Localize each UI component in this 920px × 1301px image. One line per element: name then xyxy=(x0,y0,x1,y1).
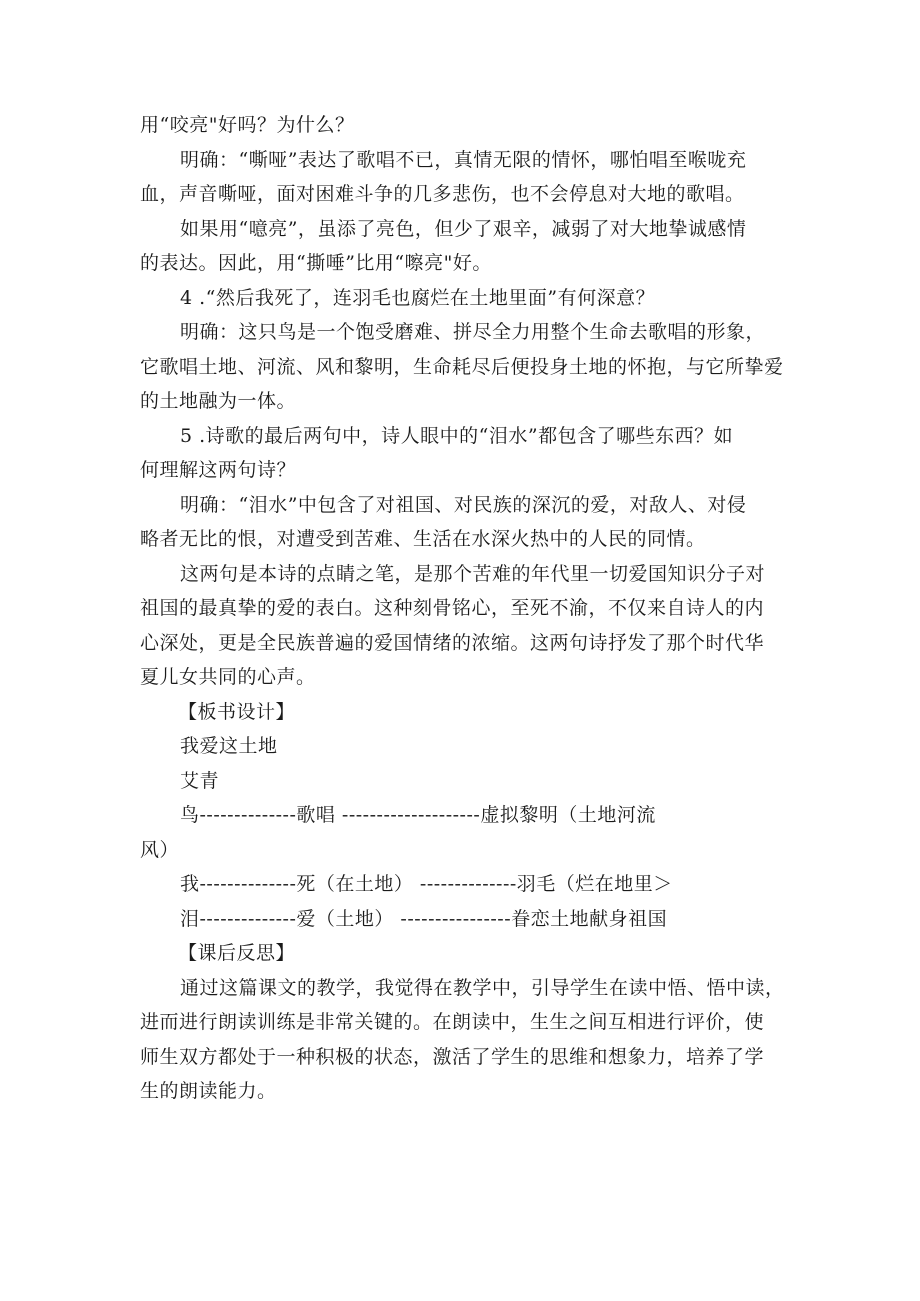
section-heading-reflection: 【课后反思】 xyxy=(178,942,296,964)
text-line: 祖国的最真挚的爱的表白。这种刻骨铭心，至死不渝，不仅来自诗人的内 xyxy=(140,597,765,619)
text-line: 心深处，更是全民族普遍的爱国情绪的浓缩。这两句诗抒发了那个时代华 xyxy=(140,631,765,654)
board-author: 艾青 xyxy=(180,769,220,792)
text-line: 的土地融为一体。 xyxy=(140,390,297,412)
board-row: 泪--------------爱（土地） ----------------眷恋土地献身祖国 xyxy=(180,907,668,930)
board-row: 鸟--------------歌唱 --------------------虚拟黎明（土地河流 xyxy=(180,804,656,826)
text-line: 生的朗读能力。 xyxy=(140,1080,277,1102)
section-heading-board-design: 【板书设计】 xyxy=(178,700,296,723)
text-line: 何理解这两句诗？ xyxy=(140,459,297,481)
text-line: 明确：这只鸟是一个饱受磨难、拼尽全力用整个生命去歌唱的形象， xyxy=(180,321,766,343)
text-line: 进而进行朗读训练是非常关键的。在朗读中，生生之间互相进行评价，使 xyxy=(140,1011,765,1033)
text-line: 明确：“嘶哑”表达了歌唱不已，真情无限的情怀，哪怕唱至喉咙充 xyxy=(180,148,747,171)
question-5: 5 .诗歌的最后两句中，诗人眼中的“泪水”都包含了哪些东西？如 xyxy=(180,424,734,447)
board-row: 我--------------死（在土地） --------------羽毛（烂在地里＞ xyxy=(180,873,673,895)
text-line: 血，声音嘶哑，面对困难斗争的几多悲伤，也不会停息对大地的歌唱。 xyxy=(140,183,745,205)
text-line: 的表达。因此，用“撕唾”比用“嚓亮"好。 xyxy=(140,252,492,274)
text-line: 如果用“噫亮”，虽添了亮色，但少了艰辛，减弱了对大地挚诚感情 xyxy=(180,217,747,240)
text-line: 这两句是本诗的点睛之笔，是那个苦难的年代里一切爱国知识分子对 xyxy=(180,562,766,585)
text-line: 明确：“泪水”中包含了对祖国、对民族的深沉的爱，对敌人、对侵 xyxy=(180,493,747,516)
text-line: 师生双方都处于一种积极的状态，激活了学生的思维和想象力，培养了学 xyxy=(140,1045,765,1068)
text-line: 夏儿女共同的心声。 xyxy=(140,666,316,688)
text-line: 略者无比的恨，对遭受到苦难、生活在水深火热中的人民的同情。 xyxy=(140,528,706,550)
text-line: 它歌唱土地、河流、风和黎明，生命耗尽后便投身土地的怀抱，与它所挚爱 xyxy=(140,355,784,378)
question-4: 4 .“然后我死了，连羽毛也腐烂在土地里面”有何深意？ xyxy=(180,286,656,309)
text-line: 通过这篇课文的教学，我觉得在教学中，引导学生在读中悟、悟中读， xyxy=(180,976,785,999)
text-body xyxy=(140,108,785,1109)
board-title: 我爱这土地 xyxy=(180,735,278,757)
text-line: 用“咬亮"好吗？为什么？ xyxy=(140,114,355,136)
board-row-continued: 风） xyxy=(140,838,180,861)
